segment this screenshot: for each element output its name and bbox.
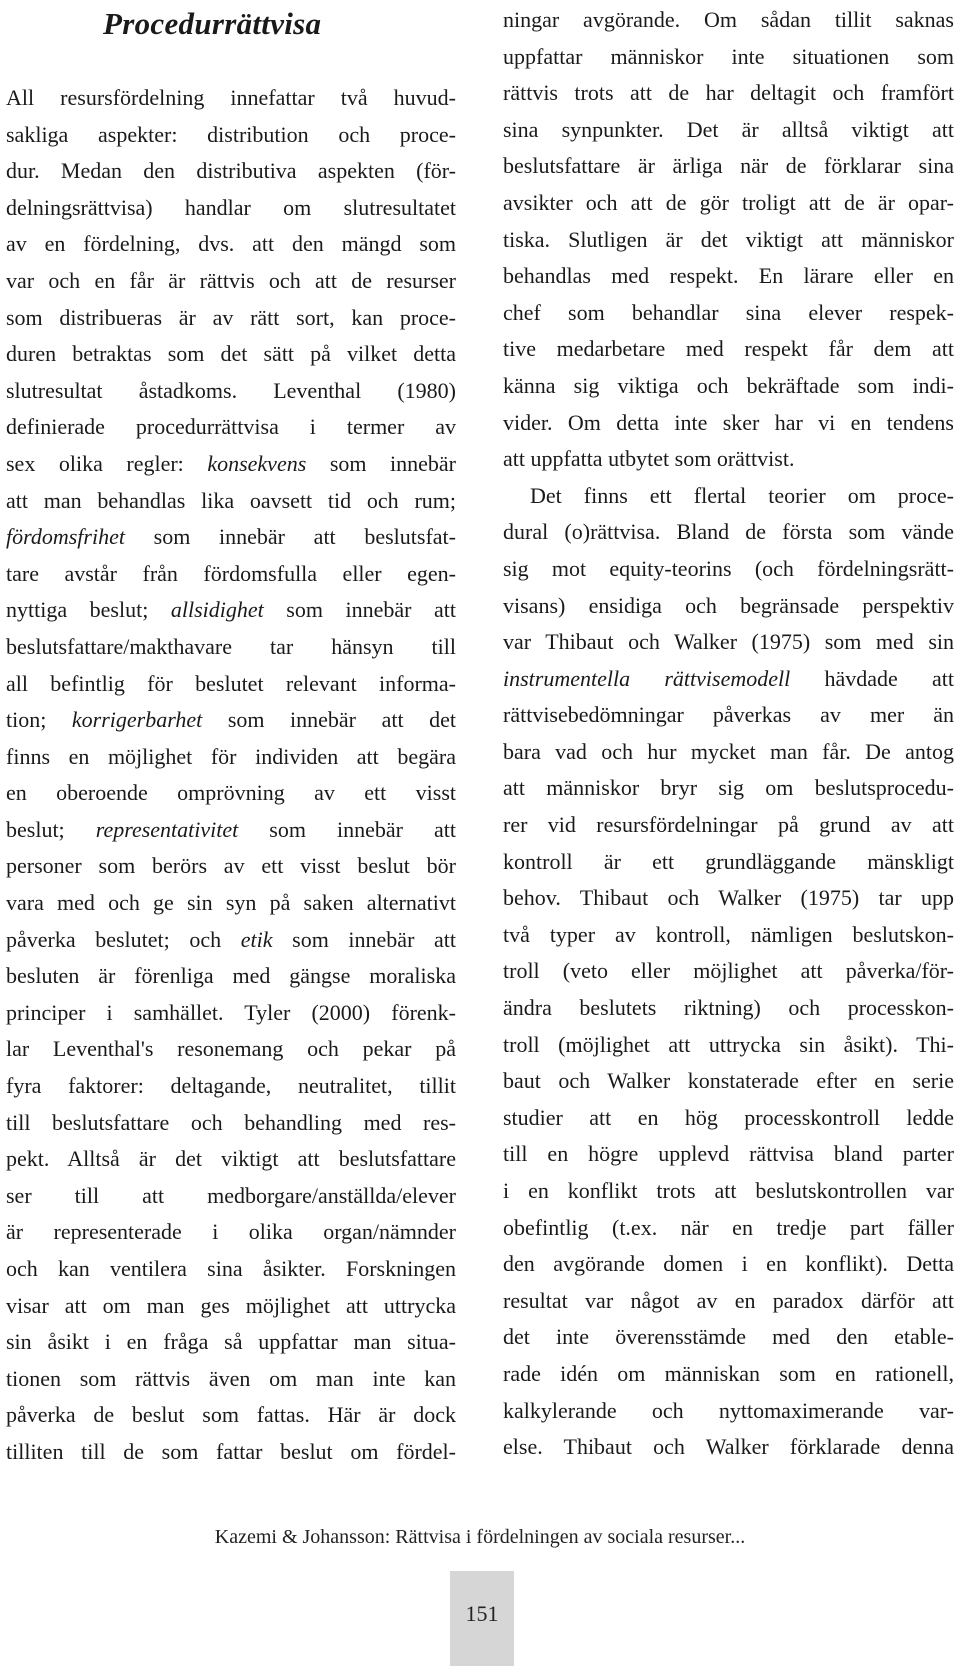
text-line: pekt. Alltså är det viktigt att beslutsfattare — [6, 1146, 456, 1172]
text-line: tive medarbetare med respekt får dem att — [503, 336, 954, 362]
text-line: definierade procedurrättvisa i termer av — [6, 414, 456, 440]
text-line: beslutsfattare är ärliga när de förklarar sina — [503, 153, 954, 179]
text-line: till beslutsfattare och behandling med res- — [6, 1109, 456, 1135]
text-line: Det finns ett flertal teorier om proce- — [530, 482, 954, 508]
text-line: sakliga aspekter: distribution och proce- — [6, 121, 456, 147]
section-heading: Procedurrättvisa — [103, 6, 322, 41]
text-line: tilliten till de som fattar beslut om fördel- — [6, 1438, 456, 1464]
text-line: delningsrättvisa) handlar om slutresultatet — [6, 194, 456, 220]
text-line: All resursfördelning innefattar två huvud- — [6, 85, 456, 110]
text-line: obefintlig (t.ex. när en tredje part fäller — [503, 1214, 954, 1240]
text-line: vider. Om detta inte sker har vi en tendens — [503, 409, 954, 435]
text-line: baut och Walker konstaterade efter en serie — [503, 1068, 954, 1094]
page-number-box — [450, 1571, 514, 1666]
text-segment: som innebär att — [272, 926, 456, 952]
text-line: tiska. Slutligen är det viktigt att människor — [503, 226, 954, 252]
text-line: det inte överensstämde med den etable- — [503, 1324, 954, 1350]
right-column — [503, 0, 954, 1466]
text-line: som distribueras är av rätt sort, kan proce- — [6, 304, 456, 330]
page-number: 151 — [465, 1601, 499, 1626]
text-line: else. Thibaut och Walker förklarade denna — [503, 1434, 954, 1460]
text-line: resultat var något av en paradox därför att — [503, 1287, 954, 1313]
left-body-text — [6, 80, 456, 1471]
text-segment: sex olika regler: — [6, 450, 208, 476]
text-segment: hävdade att — [790, 665, 954, 691]
heading-spacer — [6, 44, 456, 80]
text-line: dural (o)rättvisa. Bland de första som vände — [503, 519, 954, 545]
text-line: att människor bryr sig om beslutsprocedu- — [503, 775, 954, 801]
emphasized-term: konsekvens — [207, 450, 307, 476]
emphasized-term: etik — [240, 926, 273, 952]
text-line: rättvis trots att de har deltagit och framfört — [503, 80, 954, 106]
emphasized-term: instrumentella rättvisemodell — [503, 665, 791, 691]
text-segment: beslut; — [6, 816, 96, 842]
text-segment: som innebär att beslutsfat- — [124, 524, 456, 550]
text-line: behov. Thibaut och Walker (1975) tar upp — [503, 885, 954, 911]
text-line: sin åsikt i en fråga så uppfattar man situa- — [6, 1329, 456, 1355]
text-line: kalkylerande och nyttomaximerande var- — [503, 1397, 954, 1423]
text-line: den avgörande domen i en konflikt). Detta — [503, 1251, 954, 1277]
text-line: slutresultat åstadkoms. Leventhal (1980) — [6, 377, 456, 403]
text-line: sina synpunkter. Det är alltså viktigt att — [503, 116, 954, 142]
text-line: rättvisebedömningar påverkas av mer än — [503, 702, 954, 728]
text-line — [503, 661, 954, 698]
text-line: chef som behandlar sina elever respek- — [503, 299, 954, 325]
text-segment: som innebär att — [238, 816, 456, 842]
text-segment: som innebär att det — [202, 707, 456, 733]
text-line: att uppfatta utbytet som orättvist. — [503, 446, 795, 472]
text-line: besluten är förenliga med gängse moraliska — [6, 963, 456, 989]
text-line: studier att en hög processkontroll ledde — [503, 1104, 954, 1130]
text-line: lar Leventhal's resonemang och pekar på — [6, 1036, 456, 1062]
text-line: sig mot equity-teorins (och fördelningsrätt- — [503, 555, 954, 581]
text-segment: tion; — [6, 707, 72, 733]
text-line: var Thibaut och Walker (1975) som med sin — [503, 629, 954, 655]
emphasized-term: fördomsfrihet — [6, 524, 125, 550]
text-line: troll (möjlighet att uttrycka sin åsikt). Thi- — [503, 1031, 954, 1057]
text-line: finns en möjlighet för individen att begära — [6, 743, 456, 769]
text-line: personer som berörs av ett visst beslut bör — [6, 853, 456, 879]
text-line: påverka de beslut som fattas. Här är dock — [6, 1402, 456, 1428]
text-line — [6, 592, 456, 629]
text-line: ändra beslutets riktning) och processkon- — [503, 995, 954, 1021]
text-line: fyra faktorer: deltagande, neutralitet, tillit — [6, 1073, 456, 1099]
text-line — [6, 812, 456, 849]
text-line: och kan ventilera sina åsikter. Forskningen — [6, 1256, 456, 1281]
text-segment: påverka beslutet; och — [6, 926, 241, 952]
text-line — [6, 519, 456, 556]
text-line: tare avstår från fördomsfulla eller egen- — [6, 560, 456, 586]
left-column — [6, 0, 456, 1471]
emphasized-term: representativitet — [95, 816, 239, 842]
text-line: känna sig viktiga och bekräftade som indi- — [503, 372, 954, 398]
emphasized-term: allsidighet — [170, 597, 264, 623]
text-line: två typer av kontroll, nämligen beslutskon- — [503, 921, 954, 947]
text-line: troll (veto eller möjlighet att påverka/för- — [503, 958, 954, 984]
text-segment: som innebär — [306, 450, 456, 476]
text-line: all befintlig för beslutet relevant informa- — [6, 670, 456, 696]
text-line: till en högre upplevd rättvisa bland parter — [503, 1141, 954, 1167]
text-line — [6, 702, 456, 739]
text-line: principer i samhället. Tyler (2000) förenk- — [6, 999, 456, 1025]
text-line: rade idén om människan som en rationell, — [503, 1360, 954, 1386]
text-line: uppfattar människor inte situationen som — [503, 43, 954, 69]
text-line: dur. Medan den distributiva aspekten (för- — [6, 158, 456, 184]
right-body-text — [503, 2, 954, 1466]
text-line — [6, 922, 456, 959]
text-line: ser till att medborgare/anställda/elever — [6, 1182, 456, 1208]
text-line: ningar avgörande. Om sådan tillit saknas — [503, 7, 954, 32]
text-line: kontroll är ett grundläggande mänskligt — [503, 848, 954, 874]
text-line: visans) ensidiga och begränsade perspektiv — [503, 592, 954, 618]
text-line: behandlas med respekt. En lärare eller en — [503, 263, 954, 289]
text-line: är representerade i olika organ/nämnder — [6, 1219, 456, 1245]
text-line: beslutsfattare/makthavare tar hänsyn till — [6, 633, 456, 659]
emphasized-term: korrigerbarhet — [71, 707, 203, 733]
text-line: bara vad och hur mycket man får. De antog — [503, 738, 954, 764]
text-line: i en konflikt trots att beslutskontrollen var — [503, 1178, 954, 1203]
text-line: att man behandlas lika oavsett tid och rum; — [6, 487, 456, 513]
running-footer: Kazemi & Johansson: Rättvisa i fördelningen av sociala resurser... — [214, 1526, 746, 1548]
text-line — [6, 446, 456, 483]
text-line: en oberoende omprövning av ett visst — [6, 780, 456, 806]
text-line: visar att om man ges möjlighet att uttrycka — [6, 1292, 456, 1318]
text-line: vara med och ge sin syn på saken alternativt — [6, 890, 456, 916]
text-line: var och en får är rättvis och att de resurser — [6, 267, 456, 293]
text-line: rer vid resursfördelningar på grund av att — [503, 812, 954, 838]
text-line: avsikter och att de gör troligt att de är opar- — [503, 189, 954, 215]
text-line: av en fördelning, dvs. att den mängd som — [6, 231, 456, 257]
text-line: tionen som rättvis även om man inte kan — [6, 1365, 456, 1391]
text-segment: nyttiga beslut; — [6, 597, 171, 623]
text-segment: som innebär att — [263, 597, 457, 623]
text-line: duren betraktas som det sätt på vilket detta — [6, 341, 456, 367]
